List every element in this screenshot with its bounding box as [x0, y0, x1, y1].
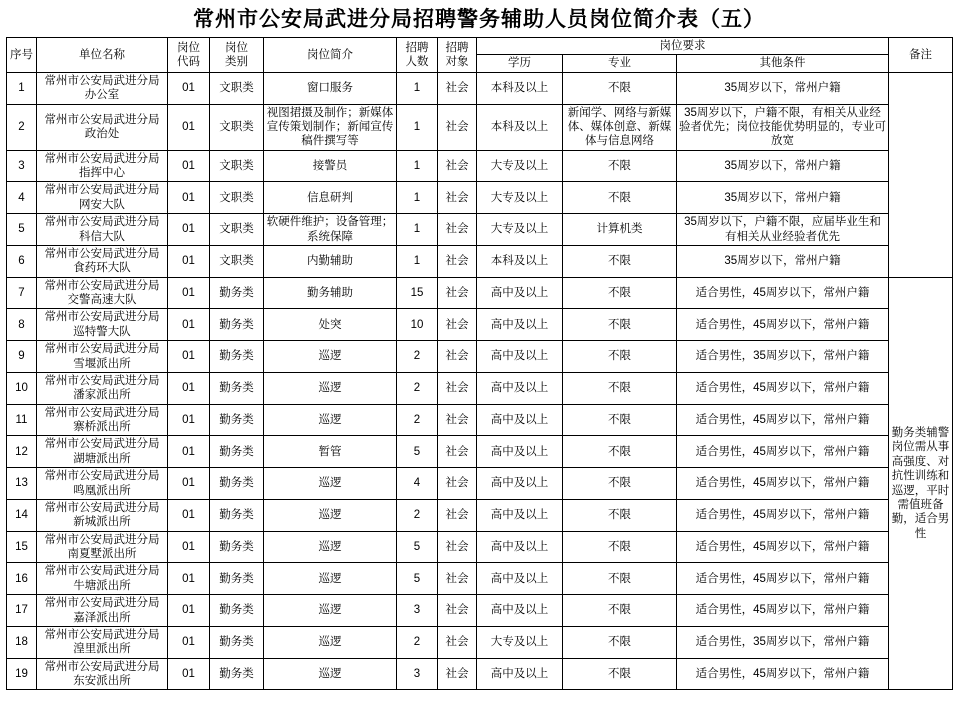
- cell-education: 本科及以上: [477, 104, 563, 150]
- cell-unit: 常州市公安局武进分局科信大队: [37, 214, 168, 246]
- cell-object: 社会: [438, 214, 477, 246]
- table-body: [7, 72, 953, 690]
- cell-education: 大专及以上: [477, 626, 563, 658]
- cell-major: 不限: [563, 531, 677, 563]
- cell-education: 高中及以上: [477, 277, 563, 309]
- cell-type: 勤务类: [210, 277, 264, 309]
- header-unit: 单位名称: [37, 38, 168, 73]
- cell-type: 勤务类: [210, 372, 264, 404]
- table-row: [7, 468, 953, 500]
- header-object: [438, 38, 477, 73]
- cell-intro: 窗口服务: [264, 72, 397, 104]
- table-row: [7, 182, 953, 214]
- cell-seq: 5: [7, 214, 37, 246]
- table-row: [7, 531, 953, 563]
- header-num-line1: 招聘: [405, 41, 429, 54]
- cell-major: 不限: [563, 595, 677, 627]
- header-major: 专业: [563, 55, 677, 72]
- table-row: [7, 499, 953, 531]
- cell-object: 社会: [438, 309, 477, 341]
- cell-remark-qinwu: 勤务类辅警岗位需从事高强度、对抗性训练和巡逻，平时需值班备勤，适合男性: [889, 277, 953, 690]
- cell-major: 不限: [563, 436, 677, 468]
- header-type-line1: 岗位: [225, 41, 248, 54]
- cell-code: 01: [168, 372, 210, 404]
- cell-major: 不限: [563, 372, 677, 404]
- cell-unit: 常州市公安局武进分局网安大队: [37, 182, 168, 214]
- cell-other: 适合男性，45周岁以下，常州户籍: [677, 309, 889, 341]
- cell-education: 高中及以上: [477, 499, 563, 531]
- cell-remark-wenzhi: [889, 72, 953, 277]
- cell-code: 01: [168, 626, 210, 658]
- cell-other: 35周岁以下，户籍不限，应届毕业生和有相关从业经验者优先: [677, 214, 889, 246]
- cell-education: 高中及以上: [477, 372, 563, 404]
- cell-unit: 常州市公安局武进分局食药环大队: [37, 245, 168, 277]
- cell-intro: 巡逻: [264, 372, 397, 404]
- cell-type: 勤务类: [210, 404, 264, 436]
- header-other: 其他条件: [677, 55, 889, 72]
- table-row: [7, 150, 953, 182]
- cell-code: 01: [168, 436, 210, 468]
- table-row: [7, 626, 953, 658]
- cell-major: 不限: [563, 341, 677, 373]
- cell-object: 社会: [438, 531, 477, 563]
- cell-object: 社会: [438, 341, 477, 373]
- cell-object: 社会: [438, 404, 477, 436]
- cell-type: 勤务类: [210, 309, 264, 341]
- cell-education: 高中及以上: [477, 309, 563, 341]
- cell-unit: 常州市公安局武进分局嘉泽派出所: [37, 595, 168, 627]
- cell-num: 5: [397, 436, 438, 468]
- cell-unit: 常州市公安局武进分局巡特警大队: [37, 309, 168, 341]
- cell-other: 适合男性，45周岁以下，常州户籍: [677, 563, 889, 595]
- cell-intro: 巡逻: [264, 658, 397, 690]
- cell-type: 文职类: [210, 214, 264, 246]
- cell-code: 01: [168, 182, 210, 214]
- cell-num: 2: [397, 372, 438, 404]
- cell-major: 不限: [563, 182, 677, 214]
- cell-type: 勤务类: [210, 468, 264, 500]
- cell-major: 不限: [563, 277, 677, 309]
- cell-seq: 11: [7, 404, 37, 436]
- cell-major: 不限: [563, 150, 677, 182]
- cell-object: 社会: [438, 72, 477, 104]
- cell-object: 社会: [438, 499, 477, 531]
- cell-seq: 9: [7, 341, 37, 373]
- header-code: [168, 38, 210, 73]
- cell-intro: 巡逻: [264, 595, 397, 627]
- table-row: [7, 404, 953, 436]
- cell-code: 01: [168, 404, 210, 436]
- header-education: 学历: [477, 55, 563, 72]
- cell-code: 01: [168, 150, 210, 182]
- cell-unit: 常州市公安局武进分局牛塘派出所: [37, 563, 168, 595]
- cell-unit: 常州市公安局武进分局湟里派出所: [37, 626, 168, 658]
- cell-unit: 常州市公安局武进分局寨桥派出所: [37, 404, 168, 436]
- cell-other: 适合男性，45周岁以下，常州户籍: [677, 499, 889, 531]
- cell-type: 勤务类: [210, 531, 264, 563]
- header-type: [210, 38, 264, 73]
- cell-type: 文职类: [210, 182, 264, 214]
- cell-unit: 常州市公安局武进分局交警高速大队: [37, 277, 168, 309]
- table-row: [7, 372, 953, 404]
- cell-unit: 常州市公安局武进分局鸣凰派出所: [37, 468, 168, 500]
- cell-major: 不限: [563, 626, 677, 658]
- cell-num: 3: [397, 595, 438, 627]
- cell-code: 01: [168, 341, 210, 373]
- table-row: [7, 214, 953, 246]
- cell-other: 适合男性，45周岁以下，常州户籍: [677, 595, 889, 627]
- cell-intro: 处突: [264, 309, 397, 341]
- cell-unit: 常州市公安局武进分局南夏墅派出所: [37, 531, 168, 563]
- cell-type: 勤务类: [210, 626, 264, 658]
- cell-education: 大专及以上: [477, 214, 563, 246]
- cell-num: 2: [397, 499, 438, 531]
- header-code-line2: 代码: [177, 55, 200, 68]
- cell-education: 本科及以上: [477, 72, 563, 104]
- cell-type: 文职类: [210, 150, 264, 182]
- page-title: 常州市公安局武进分局招聘警务辅助人员岗位简介表（五）: [193, 7, 765, 31]
- cell-major: 不限: [563, 468, 677, 500]
- table-row: [7, 595, 953, 627]
- cell-object: 社会: [438, 277, 477, 309]
- cell-education: 高中及以上: [477, 658, 563, 690]
- cell-seq: 10: [7, 372, 37, 404]
- cell-intro: 接警员: [264, 150, 397, 182]
- cell-num: 5: [397, 531, 438, 563]
- cell-seq: 7: [7, 277, 37, 309]
- cell-other: 35周岁以下，户籍不限，有相关从业经验者优先；岗位技能优势明显的，专业可放宽: [677, 104, 889, 150]
- cell-num: 4: [397, 468, 438, 500]
- cell-unit: 常州市公安局武进分局雪堰派出所: [37, 341, 168, 373]
- cell-num: 2: [397, 404, 438, 436]
- header-num-line2: 人数: [405, 55, 429, 68]
- cell-object: 社会: [438, 468, 477, 500]
- cell-object: 社会: [438, 182, 477, 214]
- table-header-row-1: [7, 38, 953, 55]
- cell-seq: 16: [7, 563, 37, 595]
- cell-type: 勤务类: [210, 595, 264, 627]
- cell-other: 适合男性，45周岁以下，常州户籍: [677, 436, 889, 468]
- cell-code: 01: [168, 595, 210, 627]
- table-row: [7, 245, 953, 277]
- cell-code: 01: [168, 531, 210, 563]
- cell-num: 1: [397, 214, 438, 246]
- cell-type: 勤务类: [210, 341, 264, 373]
- cell-unit: 常州市公安局武进分局新城派出所: [37, 499, 168, 531]
- cell-education: 高中及以上: [477, 563, 563, 595]
- cell-code: 01: [168, 245, 210, 277]
- header-intro: 岗位简介: [264, 38, 397, 73]
- header-remark: 备注: [889, 38, 953, 73]
- cell-education: 高中及以上: [477, 468, 563, 500]
- cell-code: 01: [168, 563, 210, 595]
- cell-intro: 巡逻: [264, 341, 397, 373]
- table-row: [7, 658, 953, 690]
- cell-major: 不限: [563, 499, 677, 531]
- cell-object: 社会: [438, 658, 477, 690]
- table-row: [7, 436, 953, 468]
- cell-intro: 巡逻: [264, 626, 397, 658]
- cell-seq: 19: [7, 658, 37, 690]
- cell-intro: 巡逻: [264, 499, 397, 531]
- cell-intro: 巡逻: [264, 563, 397, 595]
- cell-major: 不限: [563, 72, 677, 104]
- cell-num: 1: [397, 182, 438, 214]
- table-row: [7, 277, 953, 309]
- cell-education: 高中及以上: [477, 404, 563, 436]
- cell-code: 01: [168, 309, 210, 341]
- header-object-line1: 招聘: [445, 41, 469, 54]
- cell-other: 适合男性，45周岁以下，常州户籍: [677, 468, 889, 500]
- cell-other: 适合男性，35周岁以下，常州户籍: [677, 626, 889, 658]
- cell-unit: 常州市公安局武进分局东安派出所: [37, 658, 168, 690]
- cell-major: 不限: [563, 404, 677, 436]
- cell-education: 大专及以上: [477, 150, 563, 182]
- cell-type: 勤务类: [210, 563, 264, 595]
- header-seq: 序号: [7, 38, 37, 73]
- cell-major: 不限: [563, 658, 677, 690]
- cell-code: 01: [168, 104, 210, 150]
- cell-other: 35周岁以下，常州户籍: [677, 150, 889, 182]
- cell-type: 勤务类: [210, 658, 264, 690]
- cell-other: 35周岁以下，常州户籍: [677, 72, 889, 104]
- cell-intro: 巡逻: [264, 531, 397, 563]
- cell-seq: 8: [7, 309, 37, 341]
- cell-other: 适合男性，45周岁以下，常州户籍: [677, 277, 889, 309]
- cell-type: 勤务类: [210, 499, 264, 531]
- cell-num: 10: [397, 309, 438, 341]
- cell-num: 5: [397, 563, 438, 595]
- table-row: [7, 563, 953, 595]
- table-row: [7, 341, 953, 373]
- job-positions-table: [6, 37, 953, 690]
- cell-intro: 暂管: [264, 436, 397, 468]
- cell-seq: 6: [7, 245, 37, 277]
- cell-num: 1: [397, 72, 438, 104]
- cell-intro: 信息研判: [264, 182, 397, 214]
- cell-code: 01: [168, 658, 210, 690]
- cell-object: 社会: [438, 595, 477, 627]
- cell-major: 不限: [563, 563, 677, 595]
- cell-type: 勤务类: [210, 436, 264, 468]
- cell-other: 适合男性，45周岁以下，常州户籍: [677, 404, 889, 436]
- cell-seq: 18: [7, 626, 37, 658]
- cell-major: 计算机类: [563, 214, 677, 246]
- cell-object: 社会: [438, 104, 477, 150]
- cell-unit: 常州市公安局武进分局潘家派出所: [37, 372, 168, 404]
- cell-seq: 15: [7, 531, 37, 563]
- cell-intro: 勤务辅助: [264, 277, 397, 309]
- cell-code: 01: [168, 214, 210, 246]
- cell-seq: 4: [7, 182, 37, 214]
- cell-other: 适合男性，35周岁以下，常州户籍: [677, 341, 889, 373]
- cell-major: 不限: [563, 309, 677, 341]
- cell-num: 2: [397, 341, 438, 373]
- cell-object: 社会: [438, 150, 477, 182]
- cell-seq: 3: [7, 150, 37, 182]
- cell-unit: 常州市公安局武进分局湖塘派出所: [37, 436, 168, 468]
- cell-major: 不限: [563, 245, 677, 277]
- cell-object: 社会: [438, 372, 477, 404]
- cell-unit: 常州市公安局武进分局指挥中心: [37, 150, 168, 182]
- cell-unit: 常州市公安局武进分局政治处: [37, 104, 168, 150]
- cell-object: 社会: [438, 436, 477, 468]
- header-num: [397, 38, 438, 73]
- cell-num: 1: [397, 150, 438, 182]
- table-header: [7, 38, 953, 73]
- cell-num: 2: [397, 626, 438, 658]
- cell-other: 适合男性，45周岁以下，常州户籍: [677, 658, 889, 690]
- cell-seq: 1: [7, 72, 37, 104]
- cell-type: 文职类: [210, 245, 264, 277]
- cell-seq: 17: [7, 595, 37, 627]
- cell-object: 社会: [438, 563, 477, 595]
- header-type-line2: 类别: [225, 55, 248, 68]
- cell-object: 社会: [438, 245, 477, 277]
- cell-type: 文职类: [210, 104, 264, 150]
- cell-education: 高中及以上: [477, 436, 563, 468]
- cell-other: 适合男性，45周岁以下，常州户籍: [677, 531, 889, 563]
- cell-code: 01: [168, 468, 210, 500]
- cell-major: 新闻学、网络与新媒体、媒体创意、新媒体与信息网络: [563, 104, 677, 150]
- cell-num: 15: [397, 277, 438, 309]
- cell-code: 01: [168, 72, 210, 104]
- table-row: [7, 104, 953, 150]
- cell-unit: 常州市公安局武进分局办公室: [37, 72, 168, 104]
- cell-intro: 巡逻: [264, 404, 397, 436]
- cell-intro: 巡逻: [264, 468, 397, 500]
- cell-education: 高中及以上: [477, 595, 563, 627]
- cell-education: 大专及以上: [477, 182, 563, 214]
- cell-code: 01: [168, 277, 210, 309]
- cell-seq: 2: [7, 104, 37, 150]
- table-row: [7, 72, 953, 104]
- header-code-line1: 岗位: [177, 41, 200, 54]
- cell-other: 35周岁以下，常州户籍: [677, 245, 889, 277]
- cell-education: 本科及以上: [477, 245, 563, 277]
- cell-num: 3: [397, 658, 438, 690]
- cell-education: 高中及以上: [477, 531, 563, 563]
- cell-seq: 13: [7, 468, 37, 500]
- cell-type: 文职类: [210, 72, 264, 104]
- cell-seq: 12: [7, 436, 37, 468]
- header-requirements: 岗位要求: [477, 38, 889, 55]
- header-object-line2: 对象: [445, 55, 469, 68]
- cell-num: 1: [397, 104, 438, 150]
- cell-intro: 视图捃摄及制作；新媒体宣传策划制作；新闻宣传稿件撰写等: [264, 104, 397, 150]
- cell-seq: 14: [7, 499, 37, 531]
- cell-other: 适合男性，45周岁以下，常州户籍: [677, 372, 889, 404]
- cell-num: 1: [397, 245, 438, 277]
- cell-intro: 软硬件维护；设备管理；系统保障: [264, 214, 397, 246]
- table-row: [7, 309, 953, 341]
- cell-code: 01: [168, 499, 210, 531]
- cell-object: 社会: [438, 626, 477, 658]
- cell-other: 35周岁以下，常州户籍: [677, 182, 889, 214]
- cell-intro: 内勤辅助: [264, 245, 397, 277]
- cell-education: 高中及以上: [477, 341, 563, 373]
